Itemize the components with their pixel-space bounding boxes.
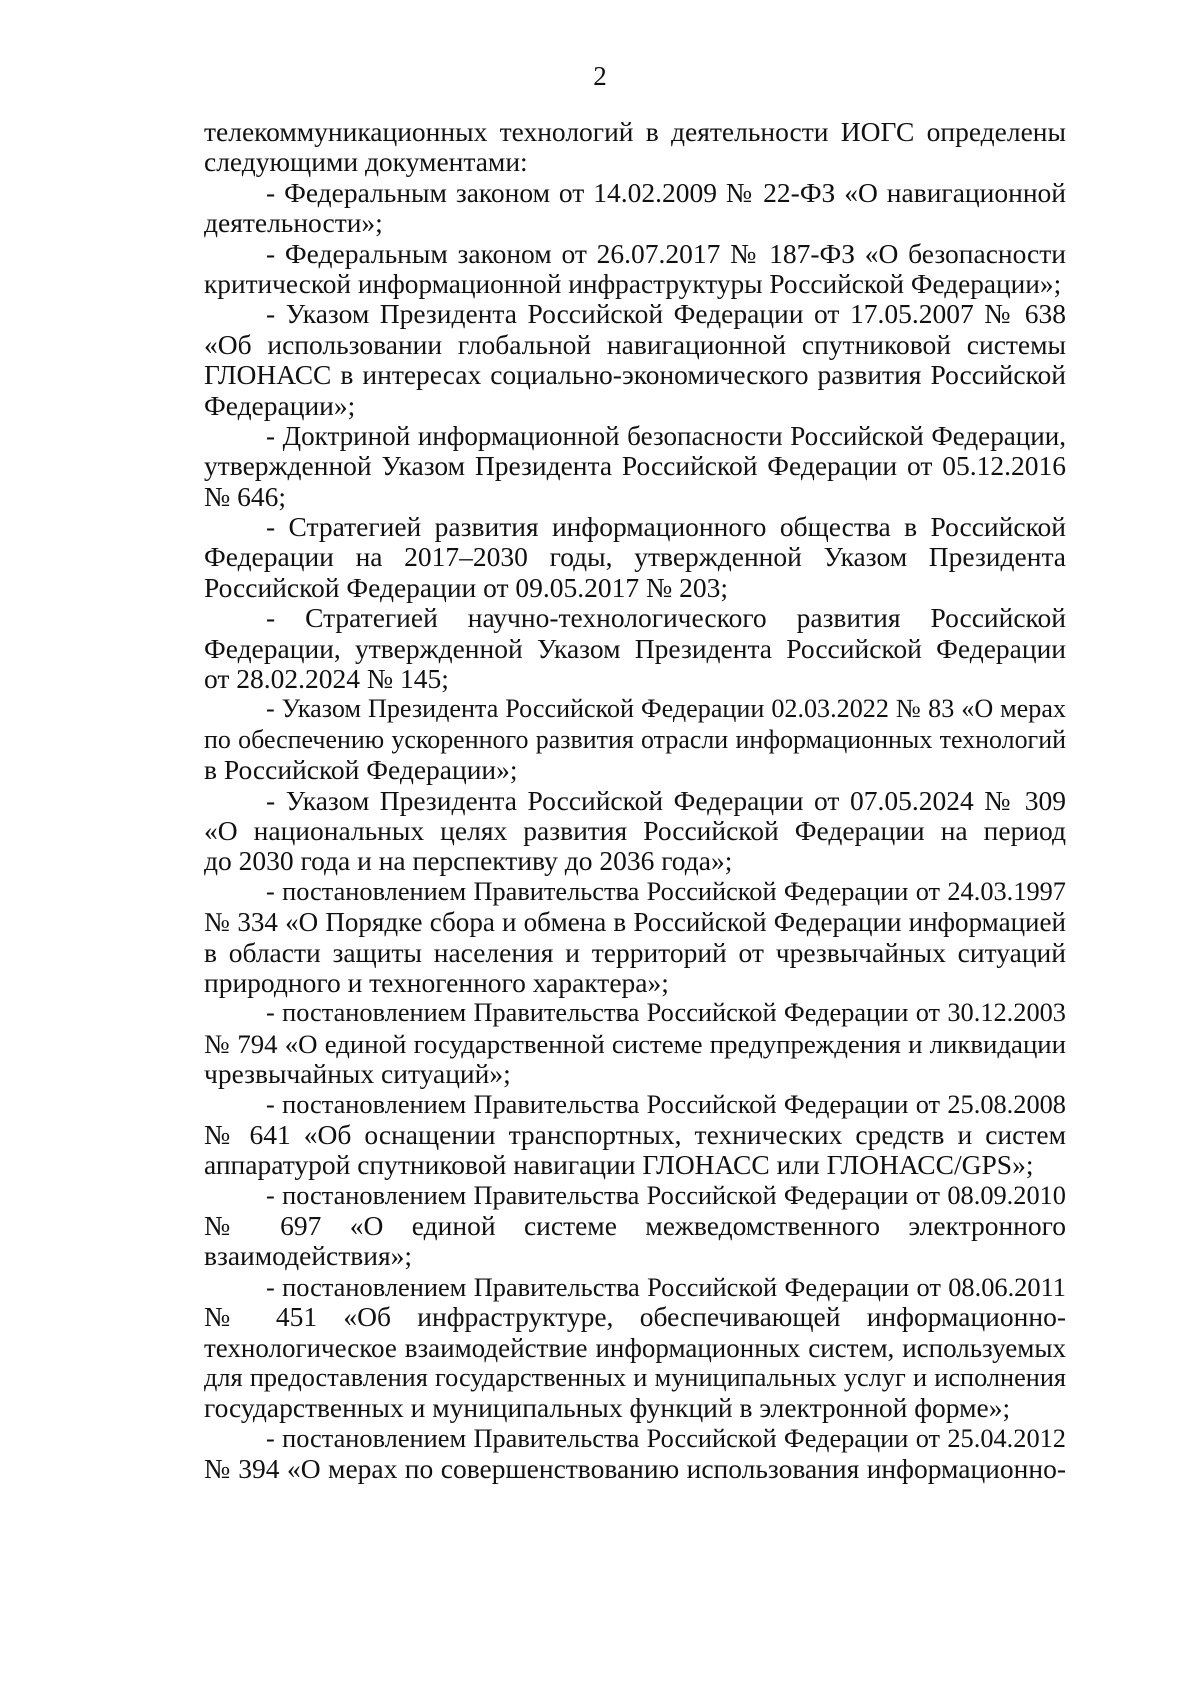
- text-line: - Стратегией развития информационного общества в Российской: [266, 511, 1066, 543]
- text-line: «Об использовании глобальной навигационной спутниковой системы: [204, 328, 1066, 360]
- text-line: аппаратурой спутниковой навигации ГЛОНАСС или ГЛОНАСС/GPS»;: [204, 1149, 1034, 1181]
- text-line: природного и техногенного характера»;: [204, 966, 669, 998]
- text-line: для предоставления государственных и муниципальных услуг и исполнения: [204, 1363, 1066, 1393]
- text-line: Федерации, утвержденной Указом Президента Российской Федерации: [204, 632, 1066, 664]
- text-line: взаимодействия»;: [204, 1240, 413, 1272]
- page-number: 2: [593, 61, 607, 91]
- text-line: телекоммуникационных технологий в деятельности ИОГС определены: [204, 116, 1066, 147]
- text-line: в области защиты населения и территорий от чрезвычайных ситуаций: [204, 936, 1066, 968]
- text-line: - Указом Президента Российской Федерации 02.03.2022 № 83 «О мерах: [266, 694, 1066, 724]
- document-body: [204, 117, 1066, 1485]
- text-line: № 451 «Об инфраструктуре, обеспечивающей информационно-: [204, 1301, 1066, 1333]
- text-line: Федерации на 2017–2030 годы, утвержденной Указом Президента: [204, 541, 1066, 573]
- text-line: чрезвычайных ситуаций»;: [204, 1058, 511, 1090]
- text-line: следующими документами:: [204, 146, 528, 178]
- text-line: - Указом Президента Российской Федерации от 17.05.2007 № 638: [266, 298, 1066, 330]
- text-line: - Стратегией научно-технологического развития Российской: [266, 602, 1066, 634]
- text-line: - постановлением Правительства Российской Федерации от 08.06.2011: [266, 1271, 1066, 1302]
- text-line: № 641 «Об оснащении транспортных, технических средств и систем: [204, 1118, 1066, 1150]
- text-line: деятельности»;: [204, 207, 383, 239]
- text-line: технологическое взаимодействие информационных систем, используемых: [204, 1332, 1066, 1363]
- text-line: № 334 «О Порядке сбора и обмена в Российской Федерации информацией: [204, 907, 1066, 938]
- text-line: № 394 «О мерах по совершенствованию использования информационно-: [204, 1453, 1066, 1485]
- text-line: - постановлением Правительства Российской Федерации от 30.12.2003: [266, 998, 1066, 1028]
- text-line: критической информационной инфраструктуры Российской Федерации»;: [204, 268, 1062, 299]
- text-line: - Доктриной информационной безопасности Российской Федерации,: [266, 420, 1066, 451]
- text-line: «О национальных целях развития Российской Федерации на период: [204, 814, 1066, 846]
- text-line: - постановлением Правительства Российской Федерации от 25.08.2008: [266, 1089, 1066, 1119]
- text-line: № 697 «О единой системе межведомственного электронного: [204, 1210, 1066, 1242]
- text-line: № 646;: [204, 480, 287, 512]
- text-line: Российской Федерации от 09.05.2017 № 203;: [204, 571, 729, 603]
- text-line: Федерации»;: [204, 389, 356, 421]
- text-line: от 28.02.2024 № 145;: [204, 663, 449, 695]
- text-line: в Российской Федерации»;: [204, 754, 518, 786]
- text-line: по обеспечению ускоренного развития отрасли информационных технологий: [204, 724, 1066, 754]
- text-line: до 2030 года и на перспективу до 2036 года»;: [204, 845, 733, 877]
- text-line: - Указом Президента Российской Федерации от 07.05.2024 № 309: [266, 784, 1066, 816]
- text-line: - постановлением Правительства Российской Федерации от 24.03.1997: [266, 876, 1066, 906]
- text-line: - постановлением Правительства Российской Федерации от 25.04.2012: [266, 1423, 1066, 1453]
- text-line: - постановлением Правительства Российской Федерации от 08.09.2010: [266, 1180, 1066, 1210]
- text-line: утвержденной Указом Президента Российской Федерации от 05.12.2016: [204, 450, 1066, 482]
- text-line: - Федеральным законом от 14.02.2009 № 22-ФЗ «О навигационной: [266, 176, 1066, 208]
- text-line: государственных и муниципальных функций в электронной форме»;: [204, 1392, 1011, 1424]
- text-line: - Федеральным законом от 26.07.2017 № 187-ФЗ «О безопасности: [266, 237, 1066, 269]
- text-line: № 794 «О единой государственной системе предупреждения и ликвидации: [204, 1028, 1066, 1059]
- text-line: ГЛОНАСС в интересах социально-экономического развития Российской: [204, 359, 1066, 391]
